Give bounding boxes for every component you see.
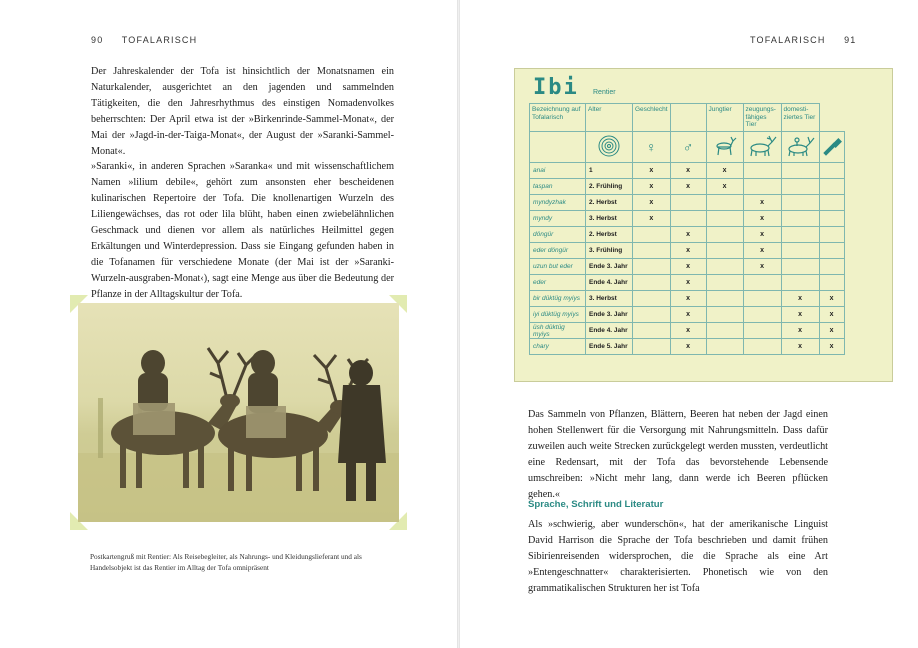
mark-cell: x [706, 163, 743, 179]
mark-cell: x [670, 275, 706, 291]
mark-cell [706, 227, 743, 243]
right-running-title: TOFALARISCH [750, 35, 826, 45]
table-header-row [530, 104, 845, 132]
right-paragraph-1: Das Sammeln von Pflanzen, Blättern, Beeren hat neben der Jagd einen hohen Stellenwert für die Versorgung mit Nahrungsmitteln. Dass dafür zuweilen auch weite Strecken zurückgelegt werden mussten, verdeutlicht eine Redensart, mit der Tofa das bevorstehende Lebensende umschreiben: »Nicht mehr lang, dann werde ich Beeren pflücken gehen.« [528, 409, 828, 500]
left-paragraph-1: Der Jahreskalender der Tofa ist hinsichtlich der Monatsnamen ein Naturkalender, ausgerichtet an den jagenden und sammelnden Tätigkeiten, die den Jahresrhythmus des einstigen Nomadenvolkes beherrschten: Der April etwa ist der »Birkenrinde-Sammel-Monat«, der Mai der »Jagd-in-der-Taiga-Monat«, der August der »Saranki-Sammel-Monat«. [91, 66, 394, 157]
mark-cell: x [670, 243, 706, 259]
table-row [530, 291, 845, 307]
mark-cell [706, 195, 743, 211]
knife-icon [819, 132, 844, 163]
mark-cell [633, 291, 671, 307]
mark-cell: x [743, 211, 781, 227]
mark-cell: x [670, 307, 706, 323]
age-cell: 2. Frühling [586, 179, 633, 195]
term-cell: chary [530, 339, 586, 355]
header-young: Jungtier [706, 104, 743, 132]
term-cell: myndyzhak [530, 195, 586, 211]
mark-cell [781, 243, 819, 259]
mark-cell: x [743, 195, 781, 211]
mark-cell [743, 179, 781, 195]
mark-cell [819, 275, 844, 291]
mark-cell [633, 243, 671, 259]
header-age: Alter [586, 104, 633, 132]
mark-cell [819, 259, 844, 275]
young-reindeer-icon [706, 132, 743, 163]
mark-cell [781, 275, 819, 291]
right-page [460, 0, 918, 648]
mark-cell: x [670, 339, 706, 355]
reindeer-terms-table [529, 103, 845, 355]
age-cell: Ende 3. Jahr [586, 259, 633, 275]
mark-cell: x [633, 163, 671, 179]
mark-cell: x [633, 179, 671, 195]
male-symbol-icon: ♂ [670, 132, 706, 163]
mark-cell [819, 163, 844, 179]
age-cell: 3. Herbst [586, 291, 633, 307]
mark-cell [633, 339, 671, 355]
mark-cell [743, 339, 781, 355]
mark-cell [706, 307, 743, 323]
table-row [530, 211, 845, 227]
mark-cell [743, 307, 781, 323]
adult-reindeer-icon [743, 132, 781, 163]
term-cell: bir düktüg myiys [530, 291, 586, 307]
header-fertile: zeugungs-fähiges Tier [743, 104, 781, 132]
mark-cell [781, 227, 819, 243]
mark-cell: x [670, 323, 706, 339]
left-running-head [91, 35, 197, 45]
table-row [530, 307, 845, 323]
right-page-number: 91 [844, 35, 857, 45]
mark-cell [819, 211, 844, 227]
table-row [530, 339, 845, 355]
mark-cell [819, 195, 844, 211]
table-row [530, 323, 845, 339]
term-cell: üsh düktüg myiys [530, 323, 586, 339]
mark-cell: x [670, 163, 706, 179]
age-cell: 1 [586, 163, 633, 179]
header-sex-spacer [670, 104, 706, 132]
mark-cell: x [781, 323, 819, 339]
mark-cell: x [819, 323, 844, 339]
age-cell: Ende 4. Jahr [586, 323, 633, 339]
table-row [530, 275, 845, 291]
mark-cell: x [743, 259, 781, 275]
table-row [530, 195, 845, 211]
table-row [530, 179, 845, 195]
mark-cell: x [781, 307, 819, 323]
term-cell: iyi düktüg myiys [530, 307, 586, 323]
tree-rings-icon [586, 132, 633, 163]
mark-cell [706, 259, 743, 275]
mark-cell [781, 179, 819, 195]
mark-cell: x [743, 227, 781, 243]
mark-cell [633, 323, 671, 339]
term-cell: taspan [530, 179, 586, 195]
mark-cell [633, 307, 671, 323]
age-cell: Ende 3. Jahr [586, 307, 633, 323]
term-cell: myndy [530, 211, 586, 227]
mark-cell: x [819, 307, 844, 323]
term-cell: anai [530, 163, 586, 179]
photo-caption: Postkartengruß mit Rentier: Als Reisebegleiter, als Nahrungs- und Kleidungslieferant und als Handelsobjekt ist das Rentier im Alltag der Tofa omnipräsent [90, 552, 362, 572]
section-heading: Sprache, Schrift und Literatur [528, 499, 664, 510]
mark-cell [819, 227, 844, 243]
left-page-number: 90 [91, 35, 104, 45]
mark-cell [781, 211, 819, 227]
mark-cell [706, 243, 743, 259]
mark-cell [743, 291, 781, 307]
term-cell: uzun but eder [530, 259, 586, 275]
mark-cell: x [706, 179, 743, 195]
postcard-photo [70, 295, 407, 530]
table-title: Ibi [533, 75, 579, 100]
mark-cell: x [781, 339, 819, 355]
left-body-text [91, 64, 394, 303]
mark-cell: x [743, 243, 781, 259]
mark-cell [706, 275, 743, 291]
header-term: Bezeichnung auf Tofalarisch [530, 104, 586, 132]
reindeer-table-card [514, 68, 893, 382]
right-body-text-1 [528, 407, 828, 502]
right-paragraph-2: Als »schwierig, aber wunderschön«, hat der amerikanische Linguist David Harrison die Sprache der Tofa beschrieben und damit frühen Sibirienreisenden widersprochen, die die Sprache als eine Art »Entengeschnatter« charakterisierten. Phonetisch wie von den grammatikalischen Strukturen her ist Tofa [528, 519, 828, 594]
mark-cell: x [633, 195, 671, 211]
mark-cell: x [781, 291, 819, 307]
left-paragraph-2: »Saranki«, in anderen Sprachen »Saranka« und mit wissenschaftlichem Namen »lilium debile«, gehört zum ansonsten eher bescheidenen kulinarischen Repertoire der Tofa. Die knollenartigen Wurzeln des Liliengewächses, das rot oder lila blüht, haben einen zwiebelähnlichen Geschmack und dienen vor allem als natürliches Heilmittel gegen Erkältungen und Winterdepression. Dass sie Eingang gefunden haben in die Tofanamen für verschiedene Monate (der Mai ist der »Saranki-Wurzeln-ausgraben-Monat‹), sagt eine Menge aus über die Bedeutung der Pflanze in der Alltagskultur der Tofa. [91, 161, 394, 300]
age-cell: 2. Herbst [586, 227, 633, 243]
header-domestic: domesti-ziertes Tier [781, 104, 819, 132]
table-row [530, 227, 845, 243]
mark-cell [670, 211, 706, 227]
age-cell: Ende 5. Jahr [586, 339, 633, 355]
mark-cell: x [670, 227, 706, 243]
mark-cell [819, 179, 844, 195]
mark-cell [743, 275, 781, 291]
table-icon-row [530, 132, 845, 163]
mark-cell [706, 211, 743, 227]
mark-cell [633, 275, 671, 291]
reindeer-illustration [78, 303, 399, 522]
mark-cell [633, 259, 671, 275]
mark-cell [706, 291, 743, 307]
mark-cell: x [633, 211, 671, 227]
table-row [530, 259, 845, 275]
header-sex: Geschlecht [633, 104, 671, 132]
reindeer-photo-image [78, 303, 399, 522]
term-cell: eder [530, 275, 586, 291]
mark-cell [743, 323, 781, 339]
mark-cell [781, 195, 819, 211]
term-cell: döngür [530, 227, 586, 243]
mark-cell: x [670, 291, 706, 307]
table-row [530, 163, 845, 179]
mark-cell: x [670, 179, 706, 195]
right-body-text-2 [528, 517, 828, 597]
age-cell: 3. Frühling [586, 243, 633, 259]
right-running-head [750, 35, 857, 45]
mark-cell [819, 243, 844, 259]
left-running-title: TOFALARISCH [121, 35, 198, 45]
icon-cell-empty [530, 132, 586, 163]
mark-cell: x [819, 291, 844, 307]
mark-cell [706, 339, 743, 355]
ridden-reindeer-icon [781, 132, 819, 163]
mark-cell: x [819, 339, 844, 355]
age-cell: 3. Herbst [586, 211, 633, 227]
mark-cell [781, 163, 819, 179]
mark-cell [633, 227, 671, 243]
table-row [530, 243, 845, 259]
mark-cell [743, 163, 781, 179]
female-symbol-icon: ♀ [633, 132, 671, 163]
mark-cell [670, 195, 706, 211]
left-page [0, 0, 458, 648]
age-cell: 2. Herbst [586, 195, 633, 211]
table-subtitle: Rentier [593, 89, 616, 96]
age-cell: Ende 4. Jahr [586, 275, 633, 291]
term-cell: eder döngür [530, 243, 586, 259]
mark-cell: x [670, 259, 706, 275]
mark-cell [781, 259, 819, 275]
mark-cell [706, 323, 743, 339]
